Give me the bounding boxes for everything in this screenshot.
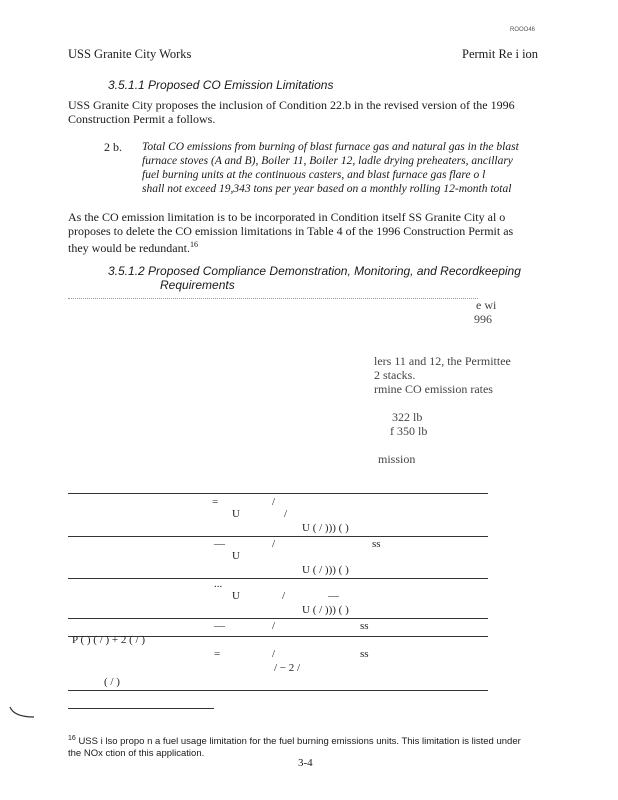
condition-line-2: furnace stoves (A and B), Boiler 11, Boiler 12, ladle drying preheaters, ancillary [142, 155, 513, 167]
intro-line-2: Construction Permit a follows. [68, 112, 216, 126]
page-number: 3-4 [298, 757, 313, 769]
fragment-1: e wi [476, 298, 497, 312]
condition-line-3: fuel burning units at the continuous casters, and blast furnace gas flare o l [142, 169, 486, 181]
footnote-number: 16 [68, 735, 76, 742]
equation-symbol: / [284, 508, 288, 520]
document-stamp: ROOO46 [510, 27, 536, 33]
condition-line-1: Total CO emissions from burning of blast furnace gas and natural gas in the blast [142, 141, 519, 153]
equation-symbol: ... [214, 578, 223, 590]
footnote-line-1-text: USS i lso propo n a fuel usage limitation for the fuel burning emissions units. This limitation is listed under [78, 736, 521, 748]
fragment-6: 322 lb [392, 410, 423, 424]
body-line-2: proposes to delete the CO emission limitations in Table 4 of the 1996 Construction Permit as [68, 224, 514, 238]
fragment-4: 2 stacks. [374, 368, 416, 382]
condition-line-4: shall not exceed 19,343 tons per year based on a monthly rolling 12-month total [142, 183, 512, 195]
staple-mark-icon [8, 705, 36, 719]
footnote-line-2: the NOx ction of this application. [68, 748, 205, 760]
section-heading-co-limitations: 3.5.1.1 Proposed CO Emission Limitations [108, 78, 334, 92]
equation-symbol: — [328, 590, 339, 602]
equation-symbol: / [272, 648, 276, 660]
equation-symbol: / [272, 538, 276, 550]
equation-symbol: / [272, 620, 276, 632]
equation-symbol: U [232, 550, 240, 562]
body-line-1: As the CO emission limitation is to be incorporated in Condition itself SS Granite City al o [68, 210, 506, 224]
section-heading-compliance: 3.5.1.2 Proposed Compliance Demonstration, Monitoring, and Recordkeeping [108, 264, 521, 278]
equation-symbol: ss [360, 620, 369, 632]
table-rule [68, 690, 488, 691]
footnote-line-1 [68, 733, 521, 748]
equation-symbol: U [232, 508, 240, 520]
section-heading-compliance-cont: Requirements [160, 278, 235, 292]
fragment-8: mission [378, 452, 416, 466]
fragment-3: lers 11 and 12, the Permittee [374, 354, 511, 368]
footnote-ref: 16 [189, 240, 198, 249]
fragment-2: 996 [474, 312, 492, 326]
table-rule [68, 536, 488, 537]
equation-table [68, 493, 488, 690]
table-rule [68, 578, 488, 579]
footnote [68, 733, 521, 760]
footnote-rule [68, 708, 214, 709]
body-line-3-text: they would be redundant. [68, 241, 190, 255]
header-right: Permit Re i ion [462, 47, 539, 61]
equation-expression: U ( / ))) ( ) [302, 522, 349, 534]
body-line-3 [68, 238, 198, 255]
equation-symbol: ss [372, 538, 381, 550]
table-rule [68, 618, 488, 619]
fragment-5: rmine CO emission rates [374, 382, 493, 396]
equation-symbol: ss [360, 648, 369, 660]
equation-expression: U ( / ))) ( ) [302, 564, 349, 576]
equation-symbol: / [272, 496, 276, 508]
header-left: USS Granite City Works [68, 47, 192, 61]
equation-symbol: = [212, 496, 219, 508]
equation-symbol: / [282, 590, 286, 602]
equation-expression: P ( ) ( / ) + 2 ( / ) [72, 634, 146, 646]
fragment-7: f 350 lb [390, 424, 428, 438]
equation-symbol: U [232, 590, 240, 602]
equation-symbol: — [214, 538, 225, 550]
equation-expression: / − 2 / [274, 662, 301, 674]
equation-symbol: = [214, 648, 221, 660]
equation-expression: ( / ) [104, 676, 120, 688]
obscured-text-line [68, 298, 478, 300]
equation-expression: U ( / ))) ( ) [302, 604, 349, 616]
intro-line-1: USS Granite City proposes the inclusion of Condition 22.b in the revised version of the 1996 [68, 98, 515, 112]
condition-label: 2 b. [104, 140, 122, 154]
equation-symbol: — [214, 620, 225, 632]
